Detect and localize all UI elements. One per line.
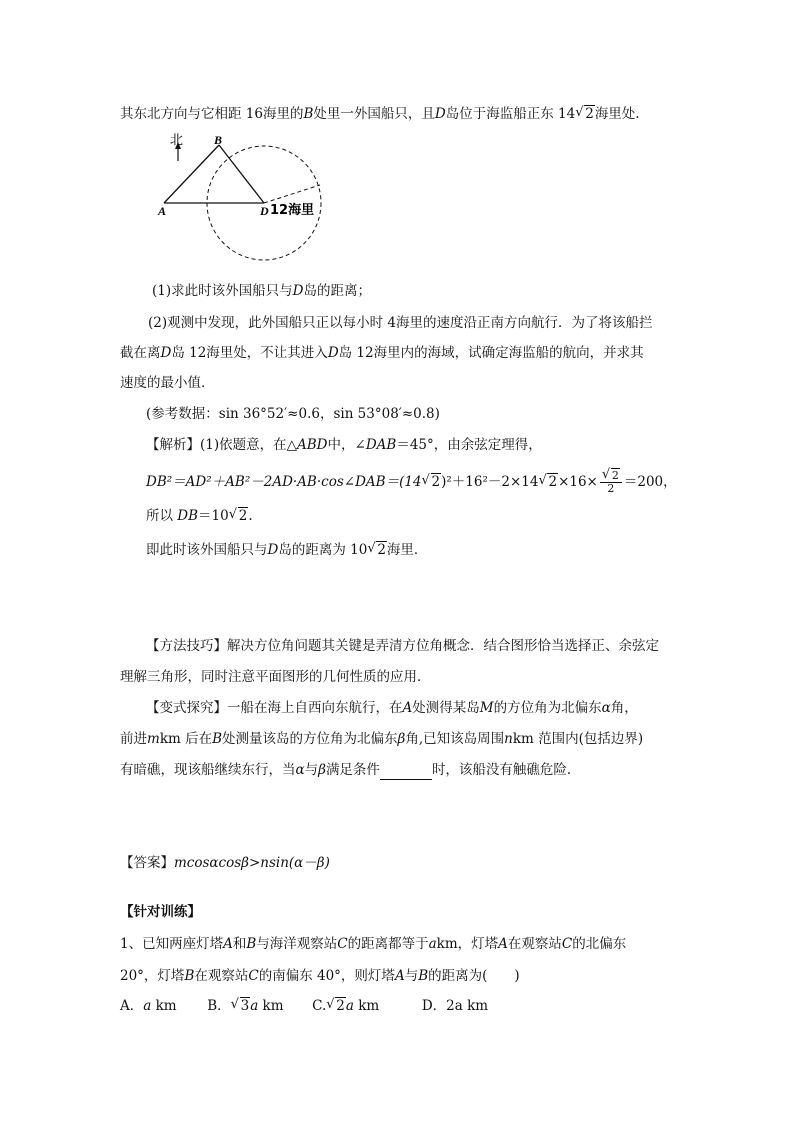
question-2-line-1: (2)观测中发现，此外国船只正以每小时 4海里的速度沿正南方向航行．为了将该船拦	[148, 315, 653, 331]
geometry-figure	[150, 128, 340, 267]
training-q1-line-2: 20°，灯塔B在观察站C的南偏东 40°，则灯塔A与B的距离为( )	[120, 968, 520, 984]
option-b[interactable]: B．√ 3a km	[207, 998, 283, 1014]
fill-in-blank[interactable]	[380, 765, 432, 780]
solution-result: 所以 DB＝10√ 2.	[146, 506, 253, 526]
label-B: B	[214, 133, 223, 147]
variant-line-3: 有暗礁，现该船继续东行，当α与β满足条件 时，该船没有触礁危险．	[120, 762, 581, 778]
label-A: A	[158, 204, 167, 218]
question-2-line-3: 速度的最小值．	[120, 375, 215, 391]
reference-data: (参考数据：sin 36°52′≈0.6，sin 53°08′≈0.8)	[146, 406, 440, 422]
radius-label: 12海里	[270, 203, 315, 218]
triangle-circle-diagram	[150, 128, 340, 263]
option-a[interactable]: A．a km	[120, 998, 177, 1014]
method-line-1: 【方法技巧】解决方位角问题其关键是弄清方位角概念．结合图形恰当选择正、余弦定	[146, 638, 659, 654]
option-d[interactable]: D．2a km	[421, 998, 489, 1014]
north-label: 北	[170, 132, 184, 147]
segment-BD	[219, 145, 264, 203]
training-q1-line-1: 1、已知两座灯塔A和B与海洋观察站C的距离都等于akm，灯塔A在观察站C的北偏东	[120, 936, 627, 952]
intro-line: 其东北方向与它相距 16海里的B处里一外国船只，且D岛位于海监船正东 14√ 2海里处.	[120, 104, 640, 124]
method-line-2: 理解三角形，同时注意平面图形的几何性质的应用．	[120, 669, 431, 685]
variant-line-2: 前进mkm 后在B处测量该岛的方位角为北偏东β角,已知该岛周围nkm 范围内(包括边界)	[120, 731, 644, 747]
training-options	[120, 996, 488, 1016]
training-heading: 【针对训练】	[120, 904, 201, 920]
radius-line	[264, 185, 320, 203]
answer-line: 【答案】mcosαcosβ>nsin(α－β)	[120, 855, 330, 871]
solution-answer: 即此时该外国船只与D岛的距离为 10√ 2海里．	[146, 540, 427, 560]
question-1: (1)求此时该外国船只与D岛的距离；	[152, 283, 371, 299]
label-D: D	[260, 204, 269, 218]
option-c[interactable]: C.√ 2a km	[312, 998, 379, 1014]
solution-equation: DB²＝AD²＋AB²－2AD·AB·cos∠DAB＝(14√ 2)²＋16²－2×14√ 2×16× √ $\frac{2}{2}$ ＝200，	[146, 470, 677, 495]
segment-AB	[164, 145, 219, 203]
question-2-line-2: 截在离D岛 12海里处，不让其进入D岛 12海里内的海域，试确定海监船的航向，并求其	[120, 345, 644, 361]
solution-line-1: 【解析】(1)依题意，在△ABD中，∠DAB＝45°，由余弦定理得，	[146, 437, 542, 453]
sqrt-2: √ 2	[575, 104, 595, 124]
variant-line-1: 【变式探究】一船在海上自西向东航行，在A处测得某岛M的方位角为北偏东α角，	[146, 700, 638, 716]
